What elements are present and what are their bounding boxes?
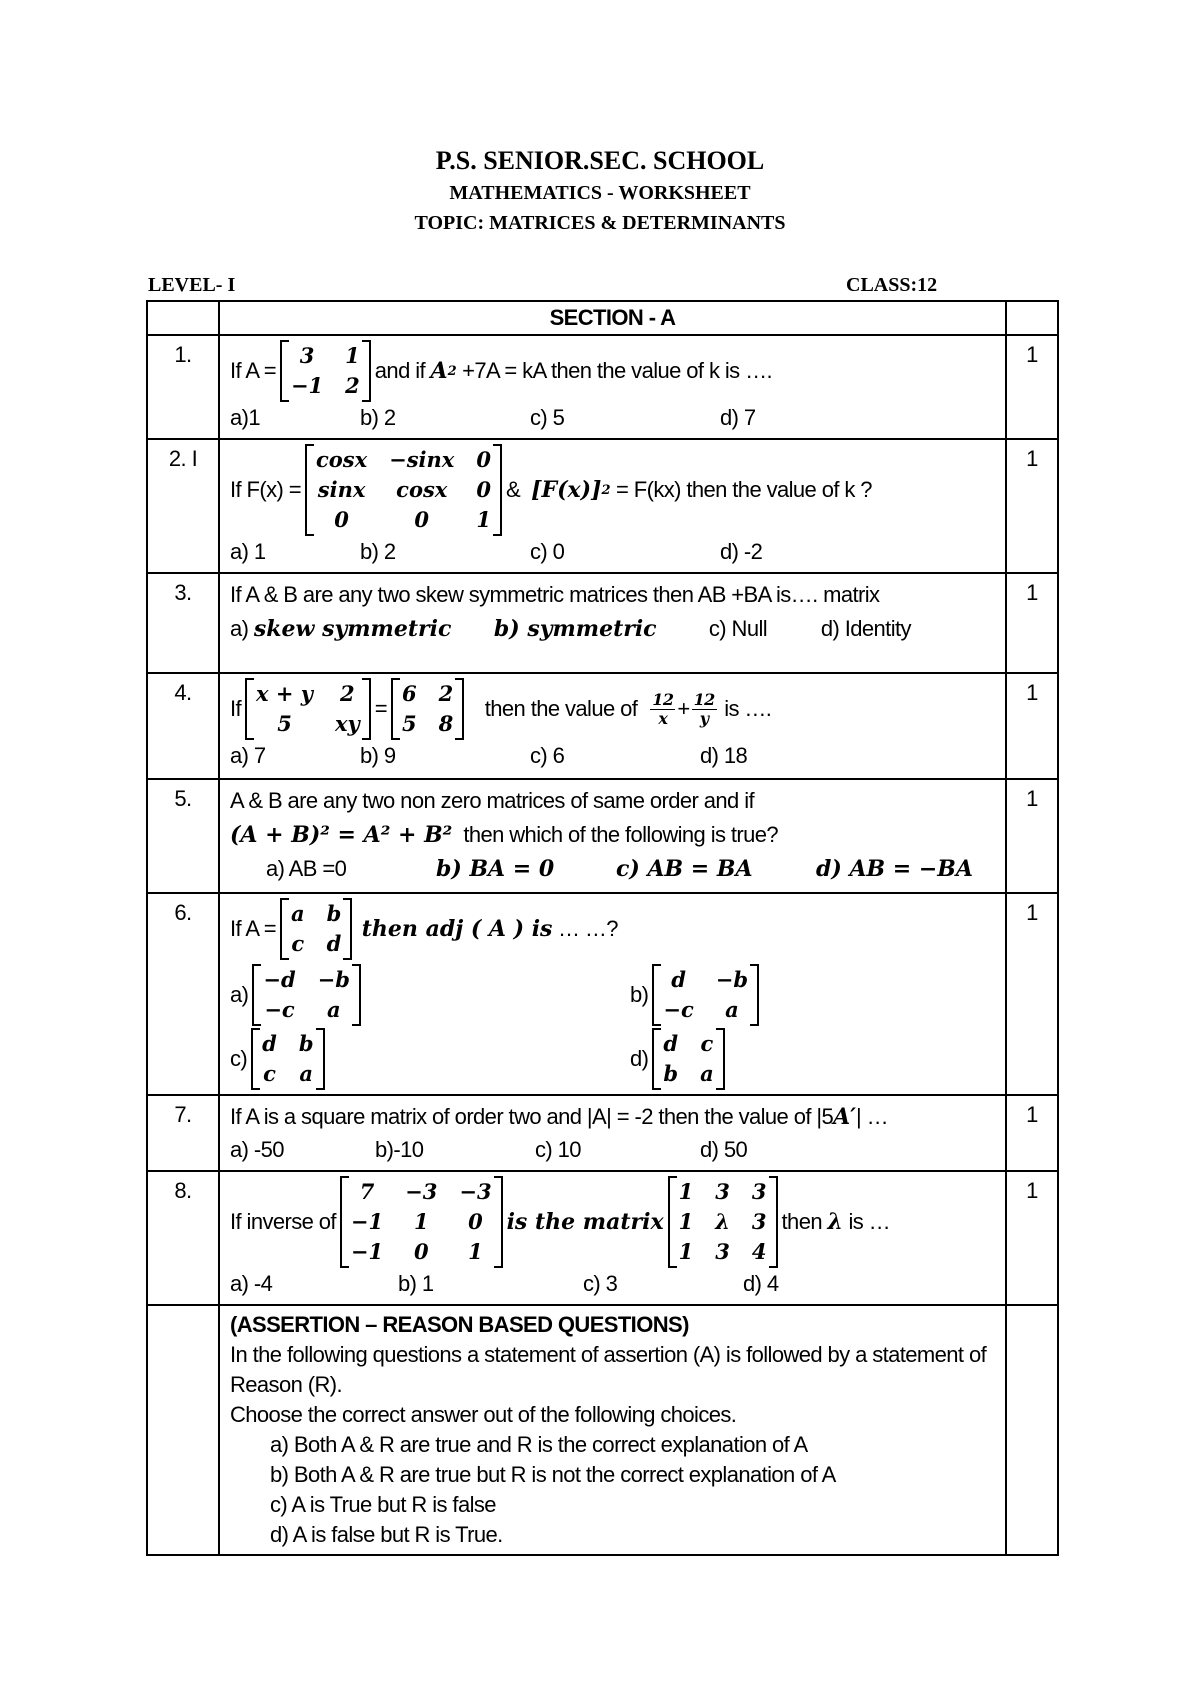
q8-math: is the matrix <box>506 1209 664 1235</box>
q2-matrix: cosx −sinx 0 sinx cosx 0 0 0 1 <box>305 444 502 536</box>
assertion-choice: c) A is True but R is false <box>270 1492 496 1517</box>
marks: 1 <box>1006 1171 1058 1305</box>
question-row-4: 4. If x + y 2 5 xy = 6 2 5 8 then the value of $\frac{12}{x}$ + $\frac{12}{y}$ is …. a) 7 b) 9 c) 6 d) 18 1 <box>147 673 1058 779</box>
q8-prefix: If inverse of <box>230 1209 336 1234</box>
question-number: 2. I <box>147 439 219 573</box>
question-number: 1. <box>147 335 219 439</box>
marks: 1 <box>1006 335 1058 439</box>
q6-option-a: a) −d −b −c a <box>230 964 630 1026</box>
question-row-8 <box>147 1171 1058 1305</box>
q1-matrix: 3 1 −1 2 <box>280 340 371 402</box>
q2-options: a) 1 b) 2 c) 0 d) -2 <box>230 539 763 564</box>
q1-math-exp: 2 <box>447 363 457 379</box>
q1-prefix: If A = <box>230 358 276 383</box>
q2-text: = F(kx) then the value of k ? <box>616 477 872 502</box>
school-name: P.S. SENIOR.SEC. SCHOOL <box>435 146 765 175</box>
q8-then: then <box>781 1209 822 1234</box>
question-row-5 <box>147 779 1058 893</box>
q5-option-c: c) AB = BA <box>616 856 753 882</box>
marks: 1 <box>1006 673 1058 779</box>
q4-fraction-1: $\frac{12}{x}$ <box>652 689 674 728</box>
question-number: 7. <box>147 1095 219 1171</box>
q3-option-a-label: a) <box>230 616 249 641</box>
question-number: 4. <box>147 673 219 779</box>
q4-text: then the value of <box>484 696 638 721</box>
q6-option-d: d) d c b a <box>630 1028 729 1090</box>
q5-option-d: d) AB = −BA <box>816 856 973 882</box>
assertion-title: (ASSERTION – REASON BASED QUESTIONS) <box>230 1312 689 1337</box>
question-row-7 <box>147 1095 1058 1171</box>
q3-option-b: b) symmetric <box>493 616 657 642</box>
q4-matrix-right: 6 2 5 8 <box>391 678 464 740</box>
q3-option-d: d) Identity <box>820 616 911 641</box>
question-number: 3. <box>147 573 219 673</box>
assertion-intro: In the following questions a statement of assertion (A) is followed by a statement of Reason (R). <box>230 1342 987 1397</box>
section-title: SECTION - A <box>219 301 1006 335</box>
q1-options: a)1 b) 2 c) 5 d) 7 <box>230 405 756 430</box>
q5-option-b: b) BA = 0 <box>436 856 555 882</box>
assertion-choose: Choose the correct answer out of the following choices. <box>230 1402 737 1427</box>
question-table <box>146 300 1059 1556</box>
q2-math: [F(x)] <box>531 477 602 503</box>
q7-text: If A is a square matrix of order two and |A| = -2 then the value of |5 <box>230 1104 834 1129</box>
q4-matrix-left: x + y 2 5 xy <box>245 678 371 740</box>
q5-text-b: then which of the following is true? <box>463 822 779 847</box>
q3-option-a: skew symmetric <box>253 616 452 642</box>
q5-text: A & B are any two non zero matrices of same order and if <box>230 788 755 813</box>
q7-text-end: | … <box>856 1104 889 1129</box>
q3-option-c: c) Null <box>708 616 768 641</box>
q2-amp: & <box>505 477 521 502</box>
q1-text-a: and if <box>374 358 426 383</box>
section-row <box>147 301 1058 335</box>
q4-equals: = <box>374 696 387 721</box>
question-row-1 <box>147 335 1058 439</box>
q8-text-end: is … <box>848 1209 891 1234</box>
question-number: 6. <box>147 893 219 1095</box>
q2-prefix: If F(x) = <box>230 477 301 502</box>
marks: 1 <box>1006 439 1058 573</box>
q4-options: a) 7 b) 9 c) 6 d) 18 <box>230 743 748 768</box>
q6-math: then adj ( A ) is <box>361 916 553 942</box>
q5-equation: (A + B)² = A² + B² <box>230 822 453 848</box>
worksheet-subject: MATHEMATICS - WORKSHEET <box>449 182 751 204</box>
q4-prefix: If <box>230 696 242 721</box>
question-row-3 <box>147 573 1058 673</box>
q1-text-b: +7A = kA then the value of k is …. <box>462 358 772 383</box>
question-number: 8. <box>147 1171 219 1305</box>
q8-lambda: λ <box>827 1209 843 1235</box>
class-label: CLASS:12 <box>846 274 938 296</box>
assertion-choice: b) Both A & R are true but R is not the correct explanation of A <box>270 1462 836 1487</box>
q4-text-end: is …. <box>724 696 772 721</box>
q7-options: a) -50 b)-10 c) 10 d) 50 <box>230 1137 748 1162</box>
level-label: LEVEL- I <box>148 274 236 296</box>
assertion-reason-row <box>147 1305 1058 1555</box>
marks: 1 <box>1006 573 1058 673</box>
worksheet-topic: TOPIC: MATRICES & DETERMINANTS <box>414 212 786 234</box>
q6-option-b: b) d −b −c a <box>630 964 763 1026</box>
marks: 1 <box>1006 779 1058 893</box>
question-row-6 <box>147 893 1058 1095</box>
question-row-2 <box>147 439 1058 573</box>
q8-matrix-right: 1 3 3 1 λ 3 1 3 4 <box>668 1176 778 1268</box>
marks: 1 <box>1006 1095 1058 1171</box>
q2-math-exp: 2 <box>601 482 611 498</box>
assertion-choice: a) Both A & R are true and R is the correct explanation of A <box>270 1432 808 1457</box>
q6-text: … …? <box>557 916 618 941</box>
q6-prefix: If A = <box>230 916 276 941</box>
question-number: 5. <box>147 779 219 893</box>
assertion-choice: d) A is false but R is True. <box>270 1522 503 1547</box>
q1-math-a: A <box>430 358 448 384</box>
q3-text: If A & B are any two skew symmetric matrices then AB +BA is…. matrix <box>230 582 880 607</box>
q4-fraction-2: $\frac{12}{y}$ <box>693 689 715 728</box>
q6-option-c: c) d b c a <box>230 1028 630 1090</box>
q6-matrix: a b c d <box>280 898 352 960</box>
q8-matrix-left: 7 −3 −3 −1 1 0 −1 0 1 <box>340 1176 503 1268</box>
q8-options: a) -4 b) 1 c) 3 d) 4 <box>230 1271 779 1296</box>
marks: 1 <box>1006 893 1058 1095</box>
q7-math: A′ <box>833 1104 856 1130</box>
q5-option-a: a) AB =0 <box>266 856 347 881</box>
